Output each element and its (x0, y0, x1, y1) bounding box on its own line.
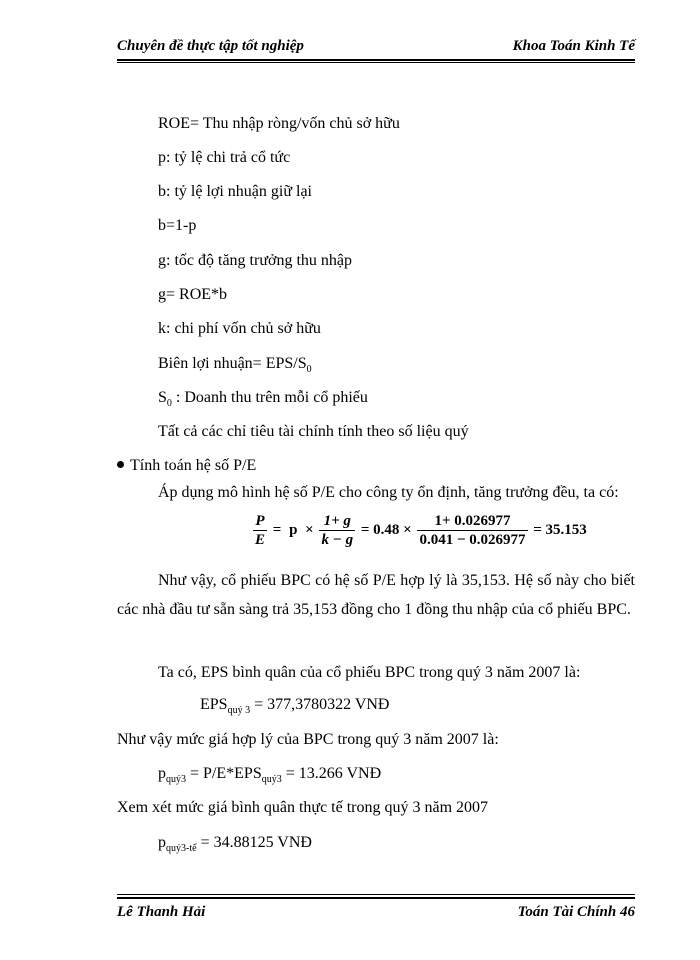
pe-explanation: Như vậy, cổ phiếu BPC có hệ số P/E hợp lý là 35,153. Hệ số này cho biết các nhà đầu tư sẵn sàng trả 35,153 đồng cho 1 đồng thu nhập của cổ phiếu BPC. (117, 572, 635, 618)
header-rule (117, 59, 635, 61)
footer-rule-thin (117, 894, 635, 895)
price-intro: Như vậy mức giá hợp lý của BPC trong quý 3 năm 2007 là: (117, 731, 499, 748)
def-p: p: tỷ lệ chi trả cổ tức (158, 149, 291, 166)
eps-intro: Ta có, EPS bình quân của cổ phiếu BPC trong quý 3 năm 2007 là: (158, 664, 581, 681)
def-k: k: chi phí vốn chủ sở hữu (158, 320, 321, 337)
header-left-text: Chuyên đề thực tập tốt nghiệp (117, 38, 304, 54)
def-margin: Biên lợi nhuận= EPS/$S_0$ (158, 355, 312, 376)
numeric-fraction: $\frac{1+ 0.026977}{0.041 - 0.026977}$ (419, 513, 526, 548)
pe-formula: $\frac{P}{E}$ = p × $\frac{1+ g}{k - g}$ = 0.48 × $\frac{1+ 0.026977}{0.041 - 0.026977}$ = 35.153 (255, 513, 587, 548)
def-s0: $S_0$ : Doanh thu trên mỗi cổ phiếu (158, 389, 368, 410)
footer-rule (117, 897, 635, 899)
def-roe: ROE= Thu nhập ròng/vốn chủ sở hữu (158, 115, 400, 132)
footer-left-text: Lê Thanh Hải (117, 904, 206, 920)
bullet-heading: Tính toán hệ số P/E (117, 457, 256, 475)
header-rule-thin (117, 62, 635, 63)
def-g: g: tốc độ tăng trưởng thu nhập (158, 252, 352, 269)
header-right-text: Khoa Toán Kinh Tế (512, 38, 635, 54)
def-g-eq: g= ROE*b (158, 286, 228, 303)
def-b-eq: b=1-p (158, 217, 197, 234)
pe-fraction: $\frac{P}{E}$ (255, 513, 266, 548)
fair-price: $p_{quý3} = P/E*EPS_{quý3} = 13.266$ VNĐ (158, 765, 382, 786)
eps-value: $EPS_{quý 3} = 377,3780322$ VNĐ (200, 696, 390, 717)
actual-price: $p_{quý3-tế} = 34.88125$ VNĐ (158, 834, 312, 855)
footer-right-text: Toán Tài Chính 46 (517, 904, 635, 920)
apply-text: Áp dụng mô hình hệ số P/E cho công ty ổn định, tăng trưởng đều, ta có: (158, 484, 619, 501)
growth-fraction: $\frac{1+ g}{k - g}$ (321, 513, 354, 548)
bullet-icon (117, 461, 124, 468)
def-b: b: tỷ lệ lợi nhuận giữ lại (158, 183, 312, 200)
all-indicators-note: Tất cả các chỉ tiêu tài chính tính theo số liệu quý (158, 423, 469, 440)
actual-intro: Xem xét mức giá bình quân thực tế trong quý 3 năm 2007 (117, 799, 489, 816)
